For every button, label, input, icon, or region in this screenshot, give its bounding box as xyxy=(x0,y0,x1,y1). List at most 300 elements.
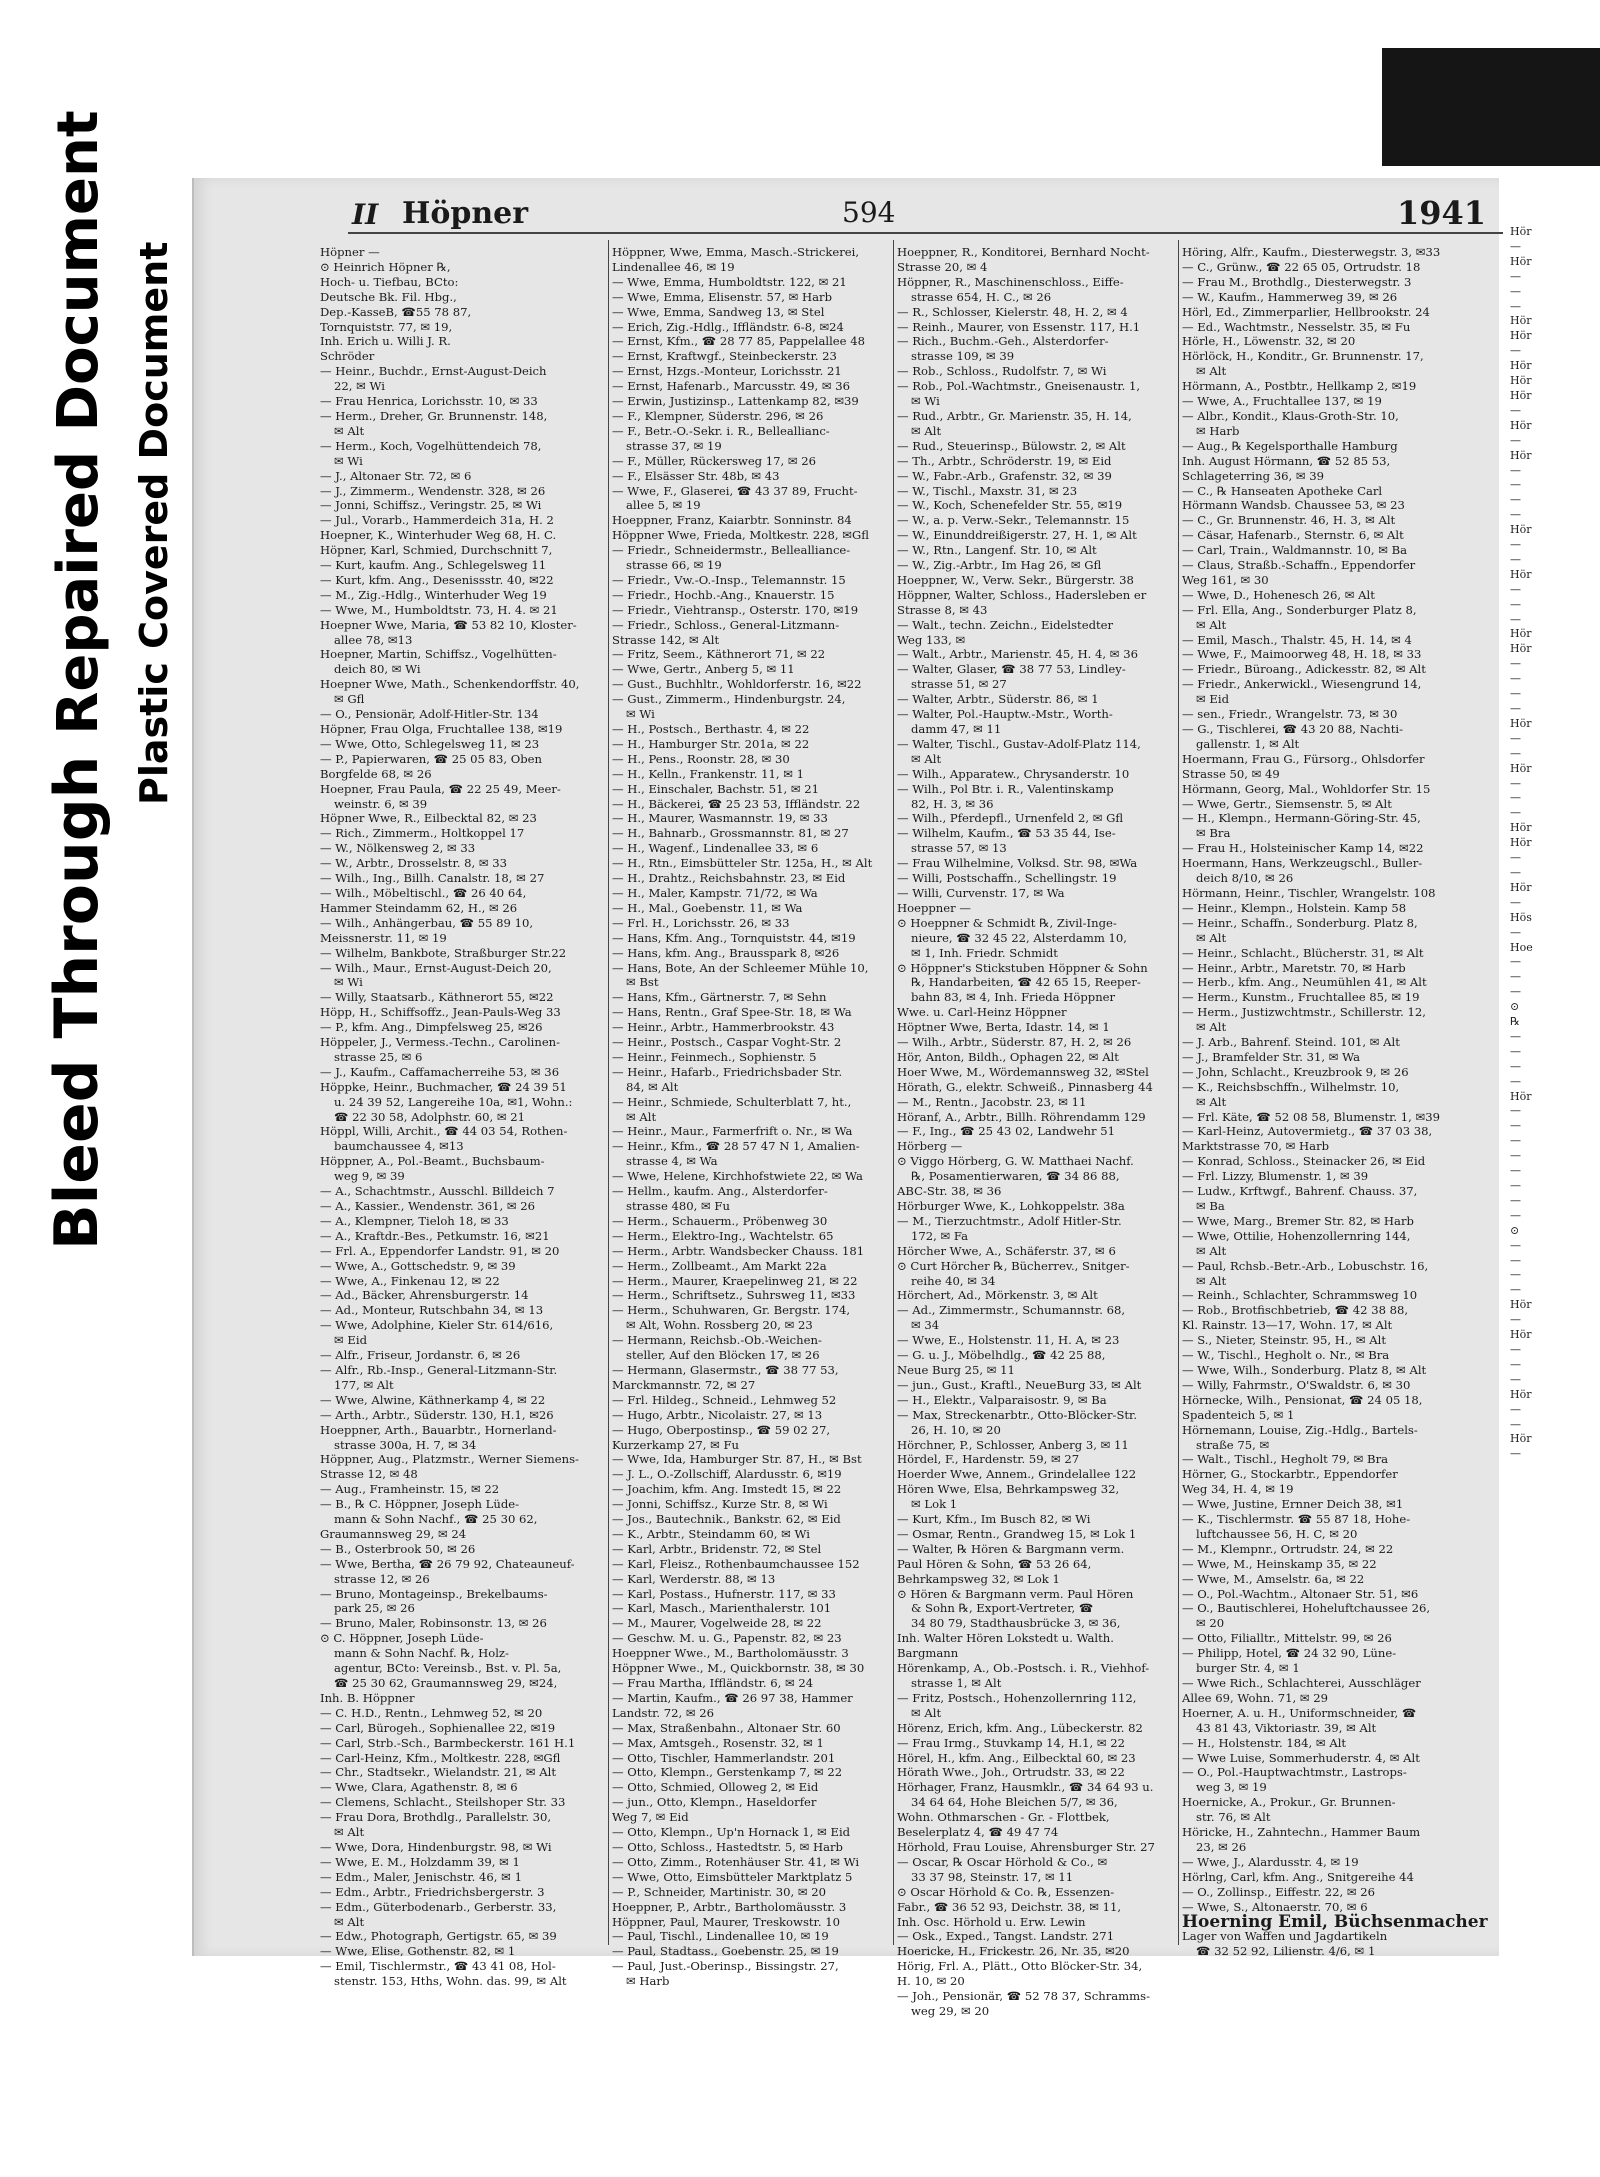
directory-line: — Wwe, E. M., Holzdamm 39, ✉ 1 xyxy=(320,1854,520,1869)
directory-line: — P., Papierwaren, ☎ 25 05 83, Oben xyxy=(320,751,542,766)
directory-line: — Wwe, Emma, Humboldtstr. 122, ✉ 21 xyxy=(612,274,847,289)
directory-line: — Walter, Tischl., Gustav-Adolf-Platz 114, xyxy=(897,736,1141,751)
column-3 xyxy=(897,245,1175,2018)
directory-line: — Aug., Framheinstr. 15, ✉ 22 xyxy=(320,1482,500,1497)
directory-line: — Alfr., Rb.-Insp., General-Litzmann-Str. xyxy=(320,1362,558,1377)
directory-line: — Herm., Zollbeamt., Am Markt 22a xyxy=(612,1258,827,1273)
directory-line: Weg 34, H. 4, ✉ 19 xyxy=(1182,1482,1294,1497)
directory-line: — Erwin, Justizinsp., Lattenkamp 82, ✉39 xyxy=(612,394,859,409)
directory-line: — Friedr., Vw.-O.-Insp., Telemannstr. 15 xyxy=(612,572,846,587)
directory-line: Hoepner, Frau Paula, ☎ 22 25 49, Meer- xyxy=(320,781,561,796)
strip-line: Hör xyxy=(1510,418,1532,432)
directory-line: — Wilh., Apparatew., Chrysanderstr. 10 xyxy=(897,766,1130,781)
strip-line: Hör xyxy=(1510,448,1532,462)
directory-line: Inh. B. Höppner xyxy=(320,1690,415,1705)
directory-line: Hören Wwe, Elsa, Behrkampsweg 32, xyxy=(897,1482,1120,1497)
directory-line: — Otto, Klempn., Gerstenkamp 7, ✉ 22 xyxy=(612,1765,843,1780)
strip-line: Hör xyxy=(1510,374,1532,388)
directory-line: ✉ Alt xyxy=(911,423,942,438)
directory-line: ⊙ Curt Hörcher ℞, Bücherrev., Snitger- xyxy=(897,1258,1130,1273)
directory-line: — J., Kaufm., Caffamacherreihe 53, ✉ 36 xyxy=(320,1064,560,1079)
directory-line: — Gust., Zimmerm., Hindenburgstr. 24, xyxy=(612,692,846,707)
directory-line: — Heinr., Schaffn., Sonderburg. Platz 8, xyxy=(1182,915,1418,930)
directory-line: nieure, ☎ 32 45 22, Alsterdamm 10, xyxy=(911,930,1127,945)
directory-line: — Frl. Lizzy, Blumenstr. 1, ✉ 39 xyxy=(1182,1169,1369,1184)
directory-line: — Wwe, Clara, Agathenstr. 8, ✉ 6 xyxy=(320,1780,518,1795)
directory-line: — Willi, Postschaffn., Schellingstr. 19 xyxy=(897,871,1117,886)
directory-line: ✉ Alt xyxy=(911,751,942,766)
directory-line: Hörlng, Carl, kfm. Ang., Snitgereihe 44 xyxy=(1182,1869,1414,1884)
directory-line: — Wwe, S., Altonaerstr. 70, ✉ 6 xyxy=(1182,1899,1368,1914)
strip-line: Hör xyxy=(1510,523,1532,537)
directory-line: Hörath, G., elektr. Schweiß., Pinnasberg 44 xyxy=(897,1079,1153,1094)
directory-line: 172, ✉ Fa xyxy=(911,1228,969,1243)
column-1 xyxy=(320,245,604,1989)
strip-line: — xyxy=(1510,1447,1521,1461)
directory-line: — H., Einschaler, Bachstr. 51, ✉ 21 xyxy=(612,781,820,796)
directory-line: — C., Gr. Brunnenstr. 46, H. 3, ✉ Alt xyxy=(1182,513,1396,528)
directory-line: — sen., Friedr., Wrangelstr. 73, ✉ 30 xyxy=(1182,707,1398,722)
directory-line: ✉ Alt xyxy=(334,1825,365,1840)
directory-line: Spadenteich 5, ✉ 1 xyxy=(1182,1407,1295,1422)
directory-line: — F., Ing., ☎ 25 43 02, Landwehr 51 xyxy=(897,1124,1115,1139)
directory-line: Schlageterring 36, ✉ 39 xyxy=(1182,468,1324,483)
strip-line: — xyxy=(1510,1342,1521,1356)
directory-line: ✉ Alt xyxy=(1196,1020,1227,1035)
directory-line: — W., Tischl., Maxstr. 31, ✉ 23 xyxy=(897,483,1078,498)
directory-line: Graumannsweg 29, ✉ 24 xyxy=(320,1526,467,1541)
directory-line: — Willy, Fahrmstr., O'Swaldstr. 6, ✉ 30 xyxy=(1182,1377,1411,1392)
directory-line: weg 29, ✉ 20 xyxy=(911,2003,990,2018)
strip-line: Hör xyxy=(1510,716,1532,730)
directory-line: — Max, Streckenarbtr., Otto-Blöcker-Str. xyxy=(897,1407,1138,1422)
directory-line: — Friedr., Schneidermstr., Bellealliance- xyxy=(612,543,851,558)
directory-line: Hoermann, Hans, Werkzeugschl., Buller- xyxy=(1182,856,1423,871)
directory-line: — Cäsar, Hafenarb., Sternstr. 6, ✉ Alt xyxy=(1182,528,1404,543)
directory-line: Hörburger Wwe, K., Lohkoppelstr. 38a xyxy=(897,1199,1125,1213)
directory-line: — Walt., techn. Zeichn., Eidelstedter xyxy=(897,617,1114,632)
directory-line: Hammer Steindamm 62, H., ✉ 26 xyxy=(320,900,518,915)
directory-line: Borgfelde 68, ✉ 26 xyxy=(320,766,432,781)
directory-line: — Wwe, F., Glaserei, ☎ 43 37 89, Frucht- xyxy=(612,483,858,498)
strip-line: — xyxy=(1510,582,1521,596)
directory-line: Hörenz, Erich, kfm. Ang., Lübeckerstr. 82 xyxy=(897,1720,1143,1735)
directory-line: — Walt., Tischl., Hegholt 79, ✉ Bra xyxy=(1182,1452,1389,1467)
directory-line: & Sohn ℞, Export-Vertreter, ☎ xyxy=(911,1601,1094,1616)
directory-line: Höpner Wwe, R., Eilbecktal 82, ✉ 23 xyxy=(320,811,537,826)
directory-line: — Chr., Stadtsekr., Wielandstr. 21, ✉ Alt xyxy=(320,1765,556,1780)
directory-line: — H., Hamburger Str. 201a, ✉ 22 xyxy=(612,736,810,751)
directory-line: — Wwe, Alwine, Käthnerkamp 4, ✉ 22 xyxy=(320,1392,546,1407)
directory-line: Strasse 142, ✉ Alt xyxy=(612,632,720,647)
directory-line: — R., Schlosser, Kielerstr. 48, H. 2, ✉ 4 xyxy=(897,304,1128,319)
directory-line: — Wilh., Arbtr., Süderstr. 87, H. 2, ✉ 26 xyxy=(897,1035,1132,1050)
directory-line: — H., Rtn., Eimsbütteler Str. 125a, H., ✉ Alt xyxy=(612,856,873,871)
directory-line: — H., Kelln., Frankenstr. 11, ✉ 1 xyxy=(612,766,805,781)
directory-line: — C., Grünw., ☎ 22 65 05, Ortrudstr. 18 xyxy=(1182,259,1421,274)
directory-line: Strasse 12, ✉ 48 xyxy=(320,1467,418,1482)
directory-line: Höpner, Frau Olga, Fruchtallee 138, ✉19 xyxy=(320,722,563,736)
directory-line: — Wwe Luise, Sommerhuderstr. 4, ✉ Alt xyxy=(1182,1750,1420,1765)
directory-line: Höppner, Aug., Platzmstr., Werner Siemens- xyxy=(320,1452,579,1467)
directory-line: Landstr. 72, ✉ 26 xyxy=(612,1705,715,1720)
directory-line: — Gust., Buchhltr., Wohldorferstr. 16, ✉22 xyxy=(612,677,862,692)
directory-line: — Clemens, Schlacht., Steilshoper Str. 33 xyxy=(320,1795,566,1810)
directory-line: — Rud., Steuerinsp., Bülowstr. 2, ✉ Alt xyxy=(897,438,1126,453)
directory-line: — Wwe, Gertr., Siemsenstr. 5, ✉ Alt xyxy=(1182,796,1392,811)
directory-line: — W., Nölkensweg 2, ✉ 33 xyxy=(320,841,476,856)
directory-line: — Joh., Pensionär, ☎ 52 78 37, Schramms- xyxy=(897,1989,1151,2004)
directory-line: bahn 83, ✉ 4, Inh. Frieda Höppner xyxy=(911,990,1116,1005)
directory-line: — Herm., Schriftsetz., Suhrsweg 11, ✉33 xyxy=(612,1288,856,1303)
strip-line: Hör xyxy=(1510,880,1532,894)
directory-line: Hörberg — xyxy=(897,1139,963,1154)
strip-line: — xyxy=(1510,1134,1521,1148)
directory-line: — Paul, Stadtass., Goebenstr. 25, ✉ 19 xyxy=(612,1944,839,1959)
directory-line: Höranf, A., Arbtr., Billh. Röhrendamm 129 xyxy=(897,1109,1146,1124)
strip-line: — xyxy=(1510,1044,1521,1058)
directory-line: Hoer Wwe, M., Wördemannsweg 32, ✉Stel xyxy=(897,1064,1149,1079)
directory-line: — A., Kraftdr.-Bes., Petkumstr. 16, ✉21 xyxy=(320,1228,550,1243)
directory-line: — C. H.D., Rentn., Lehmweg 52, ✉ 20 xyxy=(320,1705,543,1720)
directory-line: — Wilh., Möbeltischl., ☎ 26 40 64, xyxy=(320,885,527,900)
directory-line: — J. L., O.-Zollschiff, Alardusstr. 6, ✉19 xyxy=(612,1467,842,1482)
directory-line: — Hellm., kaufm. Ang., Alsterdorfer- xyxy=(612,1184,828,1199)
directory-line: Hoepner Wwe, Math., Schenkendorffstr. 40, xyxy=(320,677,580,692)
strip-line: Hör xyxy=(1510,254,1532,268)
directory-line: — Heinr., Buchdr., Ernst-August-Deich xyxy=(320,364,547,379)
directory-line: — Herm., Schuhwaren, Gr. Bergstr. 174, xyxy=(612,1303,851,1318)
plastic-covered-label: Plastic Covered Document xyxy=(132,241,176,805)
directory-line: ℞, Handarbeiten, ☎ 42 65 15, Reeper- xyxy=(911,975,1141,990)
directory-line: — H., Elektr., Valparaisostr. 9, ✉ Ba xyxy=(897,1392,1107,1407)
directory-line: — Herm., Maurer, Kraepelinweg 21, ✉ 22 xyxy=(612,1273,858,1288)
strip-line: — xyxy=(1510,433,1521,447)
directory-line: ✉ Bst xyxy=(626,975,659,990)
repaired-document-text: Repaired Document xyxy=(46,110,111,735)
directory-line: — Emil, Masch., Thalstr. 45, H. 14, ✉ 4 xyxy=(1182,632,1412,647)
directory-line: ✉ Wi xyxy=(334,453,363,468)
directory-line: — M., Zig.-Hdlg., Winterhuder Weg 19 xyxy=(320,587,547,602)
directory-line: Hörnecke, Wilh., Pensionat, ☎ 24 05 18, xyxy=(1182,1392,1423,1407)
directory-line: — Hans, Bote, An der Schleemer Mühle 10, xyxy=(612,960,869,975)
directory-line: — Wilh., Pferdepfl., Urnenfeld 2, ✉ Gfl xyxy=(897,811,1124,826)
strip-line: — xyxy=(1510,1119,1521,1133)
directory-line: strasse 66, ✉ 19 xyxy=(626,558,722,573)
strip-line: — xyxy=(1510,746,1521,760)
directory-line: Hörl, Ed., Zimmerparlier, Hellbrookstr. 24 xyxy=(1182,304,1430,319)
directory-line: — J., Altonaer Str. 72, ✉ 6 xyxy=(320,468,472,483)
strip-line: — xyxy=(1510,284,1521,298)
directory-line: — W., Tischl., Hegholt o. Nr., ✉ Bra xyxy=(1182,1348,1390,1363)
directory-line: — Osk., Exped., Tangst. Landstr. 271 xyxy=(897,1929,1115,1944)
directory-line: Paul Hören & Sohn, ☎ 53 26 64, xyxy=(897,1556,1092,1571)
directory-line: Höpp, H., Schiffsoffz., Jean-Pauls-Weg 33 xyxy=(320,1005,561,1020)
bleed-through-text: Bleed Through xyxy=(42,755,112,1250)
directory-line: ✉ 34 xyxy=(911,1318,940,1333)
directory-line: Hoerder Wwe, Annem., Grindelallee 122 xyxy=(897,1467,1137,1482)
directory-line: — Aug., ℞ Kegelsporthalle Hamburg xyxy=(1182,438,1398,453)
strip-line: — xyxy=(1510,538,1521,552)
directory-line: Meissnerstr. 11, ✉ 19 xyxy=(320,930,447,945)
directory-line: baumchaussee 4, ✉13 xyxy=(334,1139,464,1154)
directory-line: — Friedr., Ankerwickl., Wiesengrund 14, xyxy=(1182,677,1422,692)
directory-line: — O., Bautischlerei, Hoheluftchaussee 26, xyxy=(1182,1601,1431,1616)
directory-line: — H., Maurer, Wasmannstr. 19, ✉ 33 xyxy=(612,811,828,826)
strip-line: — xyxy=(1510,702,1521,715)
directory-line: — Frau Wilhelmine, Volksd. Str. 98, ✉Wa xyxy=(897,856,1138,871)
directory-line: — Wwe, Ottilie, Hohenzollernring 144, xyxy=(1182,1228,1411,1243)
directory-line: — M., Tierzuchtmstr., Adolf Hitler-Str. xyxy=(897,1213,1122,1228)
directory-line: — Rob., Brotfischbetrieb, ☎ 42 38 88, xyxy=(1182,1303,1409,1318)
directory-line: ✉ Ba xyxy=(1196,1199,1225,1213)
directory-line: — Max, Straßenbahn., Altonaer Str. 60 xyxy=(612,1720,841,1735)
directory-line: — Frl. A., Eppendorfer Landstr. 91, ✉ 20 xyxy=(320,1243,560,1258)
directory-line: — Carl, Strb.-Sch., Barmbeckerstr. 161 H.1 xyxy=(320,1735,576,1750)
directory-line: — Frl. H., Lorichsstr. 26, ✉ 33 xyxy=(612,915,790,930)
directory-line: — Wwe, Ida, Hamburger Str. 87, H., ✉ Bst xyxy=(612,1452,862,1467)
directory-line: — A., Klempner, Tieloh 18, ✉ 33 xyxy=(320,1213,509,1228)
strip-line: — xyxy=(1510,672,1521,686)
strip-line: Hör xyxy=(1510,627,1532,641)
directory-line: — Wwe, Otto, Eimsbütteler Marktplatz 5 xyxy=(612,1869,853,1884)
directory-line: — W., Fabr.-Arb., Grafenstr. 32, ✉ 39 xyxy=(897,468,1112,483)
strip-line: — xyxy=(1510,1164,1521,1178)
directory-line: — Herm., Koch, Vogelhüttendeich 78, xyxy=(320,438,542,453)
strip-line: ℞ xyxy=(1510,1015,1520,1029)
directory-line: — P., Schneider, Martinistr. 30, ✉ 20 xyxy=(612,1884,827,1899)
directory-line: — C., ℞ Hanseaten Apotheke Carl xyxy=(1182,483,1383,498)
directory-line: — Wilhelm, Kaufm., ☎ 53 35 44, Ise- xyxy=(897,826,1116,841)
directory-line: — H., Drahtz., Reichsbahnstr. 23, ✉ Eid xyxy=(612,871,846,886)
directory-line: — Th., Arbtr., Schröderstr. 19, ✉ Eid xyxy=(897,453,1112,468)
directory-line: 34 80 79, Stadthausbrücke 3, ✉ 36, xyxy=(911,1616,1121,1631)
directory-line: str. 76, ✉ Alt xyxy=(1196,1810,1271,1825)
directory-line: — Heinr., Kfm., ☎ 28 57 47 N 1, Amalien- xyxy=(612,1139,860,1154)
directory-line: — Walter, Pol.-Hauptw.-Mstr., Worth- xyxy=(897,707,1113,722)
directory-line: — Frl. Hildeg., Schneid., Lehmweg 52 xyxy=(612,1392,837,1407)
strip-line: Hör xyxy=(1510,642,1532,656)
directory-line: — Frau Henrica, Lorichsstr. 10, ✉ 33 xyxy=(320,394,538,409)
directory-line: park 25, ✉ 26 xyxy=(334,1601,415,1616)
directory-line: ✉ Alt xyxy=(1196,1243,1227,1258)
strip-line: — xyxy=(1510,865,1521,879)
strip-line: Hoe xyxy=(1510,940,1533,954)
directory-line: — Ernst, Hzgs.-Monteur, Lorichsstr. 21 xyxy=(612,364,842,379)
directory-line: ✉ Harb xyxy=(626,1974,670,1989)
directory-line: allee 78, ✉13 xyxy=(334,632,413,647)
adjacent-page-strip xyxy=(1510,225,1600,1905)
directory-line: — Hugo, Oberpostinsp., ☎ 59 02 27, xyxy=(612,1422,831,1437)
strip-line: — xyxy=(1510,985,1521,999)
directory-line: luftchaussee 56, H. C, ✉ 20 xyxy=(1196,1526,1358,1541)
directory-line: — O., Zollinsp., Eiffestr. 22, ✉ 26 xyxy=(1182,1884,1376,1899)
directory-line: reihe 40, ✉ 34 xyxy=(911,1273,996,1288)
directory-line: — Hans, Kfm. Ang., Tornquiststr. 44, ✉19 xyxy=(612,930,856,945)
directory-line: Hoermann, Frau G., Fürsorg., Ohlsdorfer xyxy=(1182,751,1425,766)
directory-line: — Karl, Masch., Marienthalerstr. 101 xyxy=(612,1601,832,1616)
directory-line: — Wwe, F., Maimoorweg 48, H. 18, ✉ 33 xyxy=(1182,647,1422,662)
directory-line: 22, ✉ Wi xyxy=(334,379,385,394)
directory-line: Hörle, H., Löwenstr. 32, ✉ 20 xyxy=(1182,334,1356,349)
directory-line: — Osmar, Rentn., Grandweg 15, ✉ Lok 1 xyxy=(897,1526,1137,1541)
strip-line: — xyxy=(1510,239,1521,253)
strip-line: Hör xyxy=(1510,1089,1532,1103)
directory-line: Hör, Anton, Bildh., Ophagen 22, ✉ Alt xyxy=(897,1049,1119,1064)
directory-line: — Heinr., Schmiede, Schulterblatt 7, ht., xyxy=(612,1094,852,1109)
directory-line: — Karl, Werderstr. 88, ✉ 13 xyxy=(612,1571,776,1586)
directory-line: gallenstr. 1, ✉ Alt xyxy=(1196,736,1300,751)
directory-line: ⊙ Hören & Bargmann verm. Paul Hören xyxy=(897,1586,1134,1601)
directory-line: — G. u. J., Möbelhdlg., ☎ 42 25 88, xyxy=(897,1348,1106,1363)
strip-line: — xyxy=(1510,463,1521,477)
directory-line: strasse 109, ✉ 39 xyxy=(911,349,1015,364)
directory-line: — Jul., Vorarb., Hammerdeich 31a, H. 2 xyxy=(320,513,554,528)
strip-line: — xyxy=(1510,597,1521,611)
directory-line: — Wwe, M., Humboldtstr. 73, H. 4. ✉ 21 xyxy=(320,602,558,617)
strip-line: Hör xyxy=(1510,1298,1532,1312)
directory-line: — Wilh., Maur., Ernst-August-Deich 20, xyxy=(320,960,552,975)
directory-line: steller, Auf den Blöcken 17, ✉ 26 xyxy=(626,1348,820,1363)
directory-line: — Wwe, A., Fruchtallee 137, ✉ 19 xyxy=(1182,394,1382,409)
directory-line: — Paul, Just.-Oberinsp., Bissingstr. 27, xyxy=(612,1959,839,1974)
directory-line: — Wwe Rich., Schlachterei, Ausschläger xyxy=(1182,1676,1421,1690)
strip-line: — xyxy=(1510,851,1521,865)
directory-line: Höppner, R., Maschinenschloss., Eiffe- xyxy=(897,274,1124,289)
directory-line: — Wwe, Adolphine, Kieler Str. 614/616, xyxy=(320,1318,554,1333)
strip-line: — xyxy=(1510,1104,1521,1118)
directory-line: strasse 51, ✉ 27 xyxy=(911,677,1007,692)
directory-line: — J., Bramfelder Str. 31, ✉ Wa xyxy=(1182,1049,1361,1064)
directory-line: — Frl. Ella, Ang., Sonderburger Platz 8, xyxy=(1182,602,1417,617)
directory-line: — Frau H., Holsteinischer Kamp 14, ✉22 xyxy=(1182,841,1424,856)
directory-line: — Frau Dora, Brothdlg., Parallelstr. 30, xyxy=(320,1810,552,1825)
strip-line: — xyxy=(1510,1372,1521,1386)
directory-line: Hördel, F., Hardenstr. 59, ✉ 27 xyxy=(897,1452,1080,1467)
directory-line: — H., Postsch., Berthastr. 4, ✉ 22 xyxy=(612,722,810,736)
directory-line: — Ernst, Hafenarb., Marcusstr. 49, ✉ 36 xyxy=(612,379,851,394)
directory-line: ⊙ Hoeppner & Schmidt ℞, Zivil-Inge- xyxy=(897,915,1117,930)
directory-line: — W., a. p. Verw.-Sekr., Telemannstr. 15 xyxy=(897,513,1130,528)
directory-line: damm 47, ✉ 11 xyxy=(911,722,1002,736)
directory-line: Hoeppner Wwe., M., Bartholomäusstr. 3 xyxy=(612,1646,849,1661)
directory-line: Hörmann Wandsb. Chaussee 53, ✉ 23 xyxy=(1182,498,1405,513)
strip-line: Hör xyxy=(1510,329,1532,343)
directory-line: 34 64 64, Hohe Bleichen 5/7, ✉ 36, xyxy=(911,1795,1118,1810)
directory-line: — Wilh., Pol Btr. i. R., Valentinskamp xyxy=(897,781,1114,796)
directory-line: ☎ 25 30 62, Graumannsweg 29, ✉24, xyxy=(334,1676,558,1690)
directory-line: weinstr. 6, ✉ 39 xyxy=(334,796,428,811)
directory-line: — Hermann, Reichsb.-Ob.-Weichen- xyxy=(612,1333,822,1348)
directory-line: Hörchert, Ad., Mörkenstr. 3, ✉ Alt xyxy=(897,1288,1098,1303)
strip-line: — xyxy=(1510,344,1521,358)
directory-line: — H., Mal., Goebenstr. 11, ✉ Wa xyxy=(612,900,803,915)
directory-line: Weg 133, ✉ xyxy=(897,632,966,647)
directory-line: mann & Sohn Nachf. ℞, Holz- xyxy=(334,1646,509,1661)
directory-line: Hörig, Frl. A., Plätt., Otto Blöcker-Str. 34, xyxy=(897,1959,1143,1974)
directory-line: — H., Bäckerei, ☎ 25 23 53, Iffländstr. 22 xyxy=(612,796,861,811)
directory-line: — Oscar, ℞ Oscar Hörhold & Co., ✉ xyxy=(897,1854,1108,1869)
directory-line: — P., kfm. Ang., Dimpfelsweg 25, ✉26 xyxy=(320,1020,543,1035)
directory-line: Inh. Osc. Hörhold u. Erw. Lewin xyxy=(897,1914,1086,1929)
scan-edge-bar xyxy=(1382,48,1600,166)
directory-line: Beselerplatz 4, ☎ 49 47 74 xyxy=(897,1825,1059,1840)
directory-line: Neue Burg 25, ✉ 11 xyxy=(897,1362,1015,1377)
strip-line: Hör xyxy=(1510,836,1532,850)
strip-line: — xyxy=(1510,1417,1521,1431)
directory-line: Kl. Rainstr. 13—17, Wohn. 17, ✉ Alt xyxy=(1182,1318,1393,1333)
directory-line: ABC-Str. 38, ✉ 36 xyxy=(897,1184,1002,1199)
directory-line: Behrkampsweg 32, ✉ Lok 1 xyxy=(897,1571,1060,1586)
directory-line: Hoeppner, Franz, Kaiarbtr. Sonninstr. 84 xyxy=(612,513,852,528)
directory-line: — F., Betr.-O.-Sekr. i. R., Belleallianc- xyxy=(612,423,830,438)
strip-line: Hör xyxy=(1510,359,1532,373)
directory-line: — Karl, Fleisz., Rothenbaumchaussee 152 xyxy=(612,1556,860,1571)
strip-line: ⊙ xyxy=(1510,1000,1520,1014)
directory-line: — Philipp, Hotel, ☎ 24 32 90, Lüne- xyxy=(1182,1646,1397,1661)
strip-line: — xyxy=(1510,657,1521,671)
directory-line: Hörnemann, Louise, Zig.-Hdlg., Bartels- xyxy=(1182,1422,1418,1437)
directory-line: weg 3, ✉ 19 xyxy=(1196,1780,1267,1795)
directory-line: ✉ Alt xyxy=(1196,1094,1227,1109)
directory-line: — O., Pol.-Hauptwachtmstr., Lastrops- xyxy=(1182,1765,1407,1780)
bleed-through-label xyxy=(42,110,112,1250)
directory-line: Strasse 8, ✉ 43 xyxy=(897,602,988,617)
directory-line: — Jonni, Schiffsz., Kurze Str. 8, ✉ Wi xyxy=(612,1497,828,1512)
directory-line: — Joachim, kfm. Ang. Imstedt 15, ✉ 22 xyxy=(612,1482,842,1497)
directory-line: ✉ Alt xyxy=(626,1109,657,1124)
directory-line: Höppl, Willi, Archit., ☎ 44 03 54, Rothen- xyxy=(320,1124,568,1139)
directory-line: — Herm., Justizwchtmstr., Schillerstr. 12, xyxy=(1182,1005,1426,1020)
directory-line: strasse 1, ✉ Alt xyxy=(911,1676,1002,1690)
directory-line: Allee 69, Wohn. 71, ✉ 29 xyxy=(1182,1690,1329,1705)
directory-line: Hörhold, Frau Louise, Ahrensburger Str. 27 xyxy=(897,1839,1155,1854)
directory-line: — K., Reichsbschffn., Wilhelmstr. 10, xyxy=(1182,1079,1400,1094)
directory-line: — Walter, ℞ Hören & Bargmann verm. xyxy=(897,1541,1125,1556)
strip-line: Hör xyxy=(1510,314,1532,328)
directory-line: Höppner Wwe., M., Quickbornstr. 38, ✉ 30 xyxy=(612,1661,865,1676)
directory-line: ✉ 20 xyxy=(1196,1616,1225,1631)
strip-line: — xyxy=(1510,970,1521,984)
directory-line: — Arth., Arbtr., Süderstr. 130, H.1, ✉26 xyxy=(320,1407,554,1422)
directory-line: — K., Arbtr., Steindamm 60, ✉ Wi xyxy=(612,1526,810,1541)
directory-line: ✉ Wi xyxy=(626,707,655,722)
directory-line: Inh. August Hörmann, ☎ 52 85 53, xyxy=(1182,453,1391,468)
strip-line: — xyxy=(1510,493,1521,507)
directory-line: strasse 480, ✉ Fu xyxy=(626,1199,730,1213)
directory-line: ✉ Alt xyxy=(1196,930,1227,945)
strip-line: Hös xyxy=(1510,910,1532,924)
strip-line: Hör xyxy=(1510,225,1532,238)
directory-line: ✉ 1, Inh. Friedr. Schmidt xyxy=(911,945,1058,960)
directory-line: — Wwe, E., Holstenstr. 11, H. A, ✉ 23 xyxy=(897,1333,1120,1348)
directory-line: 177, ✉ Alt xyxy=(334,1377,394,1392)
directory-line: — Otto, Zimm., Rotenhäuser Str. 41, ✉ Wi xyxy=(612,1854,860,1869)
directory-line: mann & Sohn Nachf., ☎ 25 30 62, xyxy=(334,1512,538,1527)
directory-line: — Wwe, J., Alardusstr. 4, ✉ 19 xyxy=(1182,1854,1359,1869)
directory-line: Tornquiststr. 77, ✉ 19, xyxy=(320,319,453,334)
directory-line: — Geschw. M. u. G., Papenstr. 82, ✉ 23 xyxy=(612,1631,842,1646)
directory-line: — Jonni, Schiffsz., Veringstr. 25, ✉ Wi xyxy=(320,498,542,513)
directory-line: — Claus, Straßb.-Schaffn., Eppendorfer xyxy=(1182,558,1416,573)
directory-line: — Willy, Staatsarb., Käthnerort 55, ✉22 xyxy=(320,990,554,1005)
directory-line: ✉ Alt xyxy=(1196,364,1227,379)
strip-line: — xyxy=(1510,806,1521,820)
directory-line: ℞, Posamentierwaren, ☎ 34 86 88, xyxy=(911,1169,1120,1184)
directory-line: — Heinr., Hafarb., Friedrichsbader Str. xyxy=(612,1064,843,1079)
directory-line: Höpner, Karl, Schmied, Durchschnitt 7, xyxy=(320,543,553,558)
strip-line: — xyxy=(1510,1208,1521,1222)
